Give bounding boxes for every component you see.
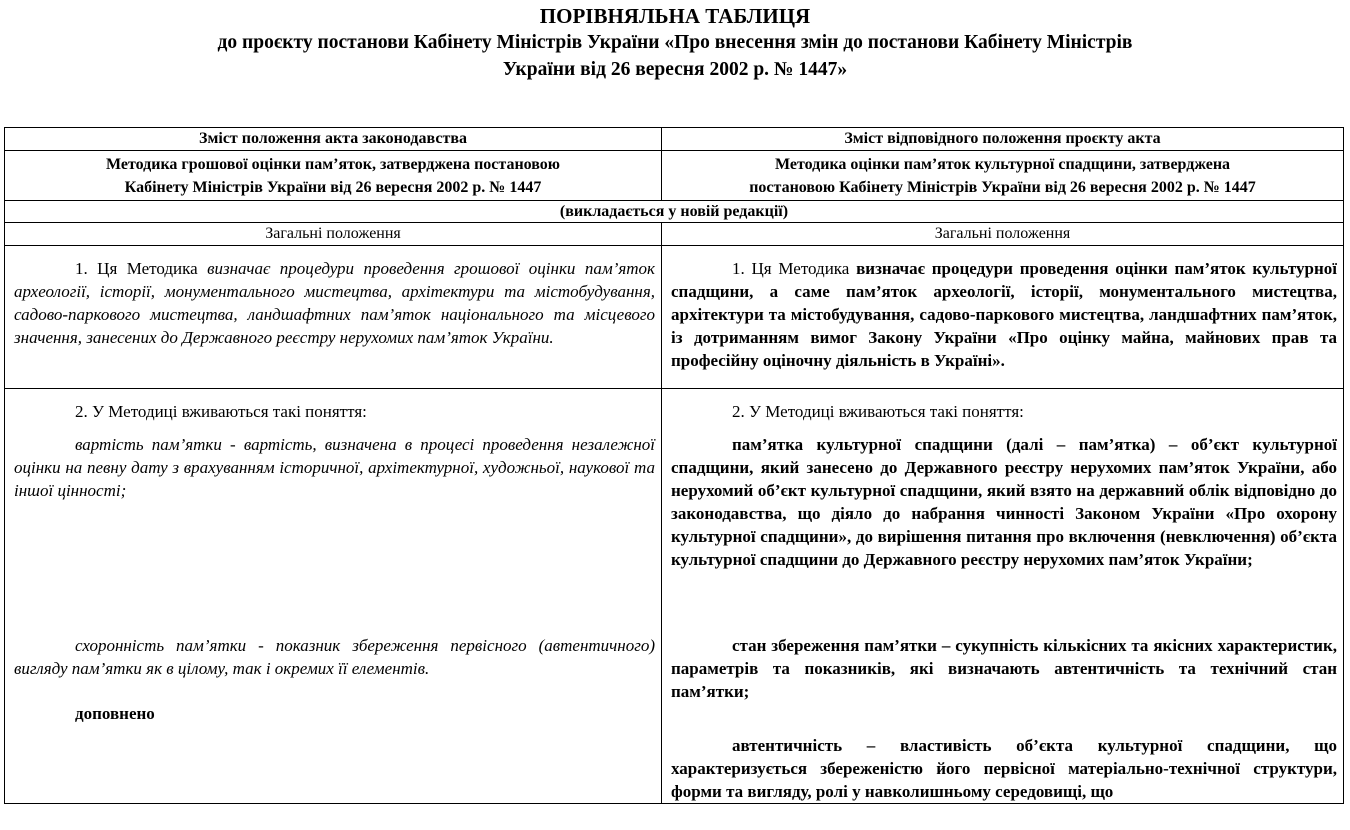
table-row-1 — [5, 246, 1344, 389]
new-edition-note: (викладається у новій редакції) — [5, 201, 1344, 223]
table-row-2 — [5, 389, 1344, 804]
row1-left-paragraph — [14, 257, 655, 349]
subheader-right — [662, 151, 1344, 201]
section-row — [5, 223, 1344, 246]
row1-right-prefix: 1. Ця Методика — [732, 259, 857, 278]
added-marker: доповнено — [75, 704, 155, 723]
title-line-2: до проєкту постанови Кабінету Міністрів України «Про внесення змін до постанови Кабінету Міністрів — [217, 32, 1133, 53]
table-header-row — [5, 128, 1344, 151]
table-subheader-row — [5, 151, 1344, 201]
row1-left-cell — [5, 246, 662, 389]
term-preservation-of-monument: схоронність пам’ятки - показник збереження первісного (автентичного) вигляду пам’ятки як в цілому, так і окремих її елементів. — [14, 636, 655, 678]
row2-right-cell — [662, 389, 1344, 804]
title-line-3: України від 26 вересня 2002 р. № 1447» — [502, 59, 848, 80]
row1-right-cell — [662, 246, 1344, 389]
subheader-right-line-2: постановою Кабінету Міністрів України від 26 вересня 2002 р. № 1447 — [749, 179, 1256, 196]
document-title — [0, 4, 1350, 83]
subheader-left-line-1: Методика грошової оцінки пам’яток, затверджена постановою — [105, 156, 561, 173]
row2-left-intro: 2. У Методиці вживаються такі поняття: — [75, 402, 367, 421]
row1-left-prefix: 1. Ця Методика — [75, 259, 208, 278]
subheader-left-line-2: Кабінету Міністрів України від 26 вересня 2002 р. № 1447 — [124, 179, 542, 196]
term-authenticity: автентичність – властивість об’єкта культурної спадщини, що характеризується збереженістю його первісної матеріально-технічної структури, форми та вигляду, ролі у навколишньому середовищі, що — [671, 736, 1337, 801]
term-state-of-preservation: стан збереження пам’ятки – сукупність кількісних та якісних характеристик, параметрів та показників, які визначають автентичність та технічний стан пам’ятки; — [671, 636, 1337, 701]
row1-right-paragraph — [671, 257, 1337, 372]
subheader-right-line-1: Методика оцінки пам’яток культурної спадщини, затверджена — [774, 156, 1231, 173]
term-value-of-monument: вартість пам’ятки - вартість, визначена в процесі проведення незалежної оцінки на певну дату з врахуванням історичної, архітектурної, художньої, наукової та іншої цінності; — [14, 435, 655, 500]
comparison-table — [4, 127, 1344, 804]
header-left: Зміст положення акта законодавства — [5, 128, 662, 151]
term-cultural-heritage-monument: пам’ятка культурної спадщини (далі – пам’ятка) – об’єкт культурної спадщини, який занесено до Державного реєстру нерухомих пам’яток України, або нерухомий об’єкт культурної спадщини, який взято на державний облік відповідно до законодавства, що діяло до набрання чинності Законом України «Про охорону культурної спадщини», до вирішення питання про включення (невключення) об’єкта культурної спадщини до Державного реєстру нерухомих пам’яток України; — [671, 435, 1337, 569]
row1-right-bold-text: визначає процедури проведення оцінки пам’яток культурної спадщини, а саме пам’яток археології, історії, монументального мистецтва, архітектури та містобудування, садово-паркового мистецтва, ландшафтних пам’яток, із дотриманням вимог Закону України «Про оцінку майна, майнових прав та професійну оціночну діяльність в Україні». — [671, 259, 1337, 370]
row1-left-italic-text: визначає процедури проведення грошової оцінки пам’яток археології, історії, монументального мистецтва, архітектури та містобудування, садово-паркового мистецтва, ландшафтних пам’яток національного та місцевого значення, занесених до Державного реєстру нерухомих пам’яток України. — [14, 259, 655, 347]
section-right: Загальні положення — [662, 223, 1344, 246]
row2-right-intro: 2. У Методиці вживаються такі поняття: — [732, 402, 1024, 421]
subheader-left — [5, 151, 662, 201]
section-left: Загальні положення — [5, 223, 662, 246]
note-row — [5, 201, 1344, 223]
header-right: Зміст відповідного положення проєкту акта — [662, 128, 1344, 151]
title-line-1: ПОРІВНЯЛЬНА ТАБЛИЦЯ — [539, 4, 811, 28]
row2-left-cell — [5, 389, 662, 804]
